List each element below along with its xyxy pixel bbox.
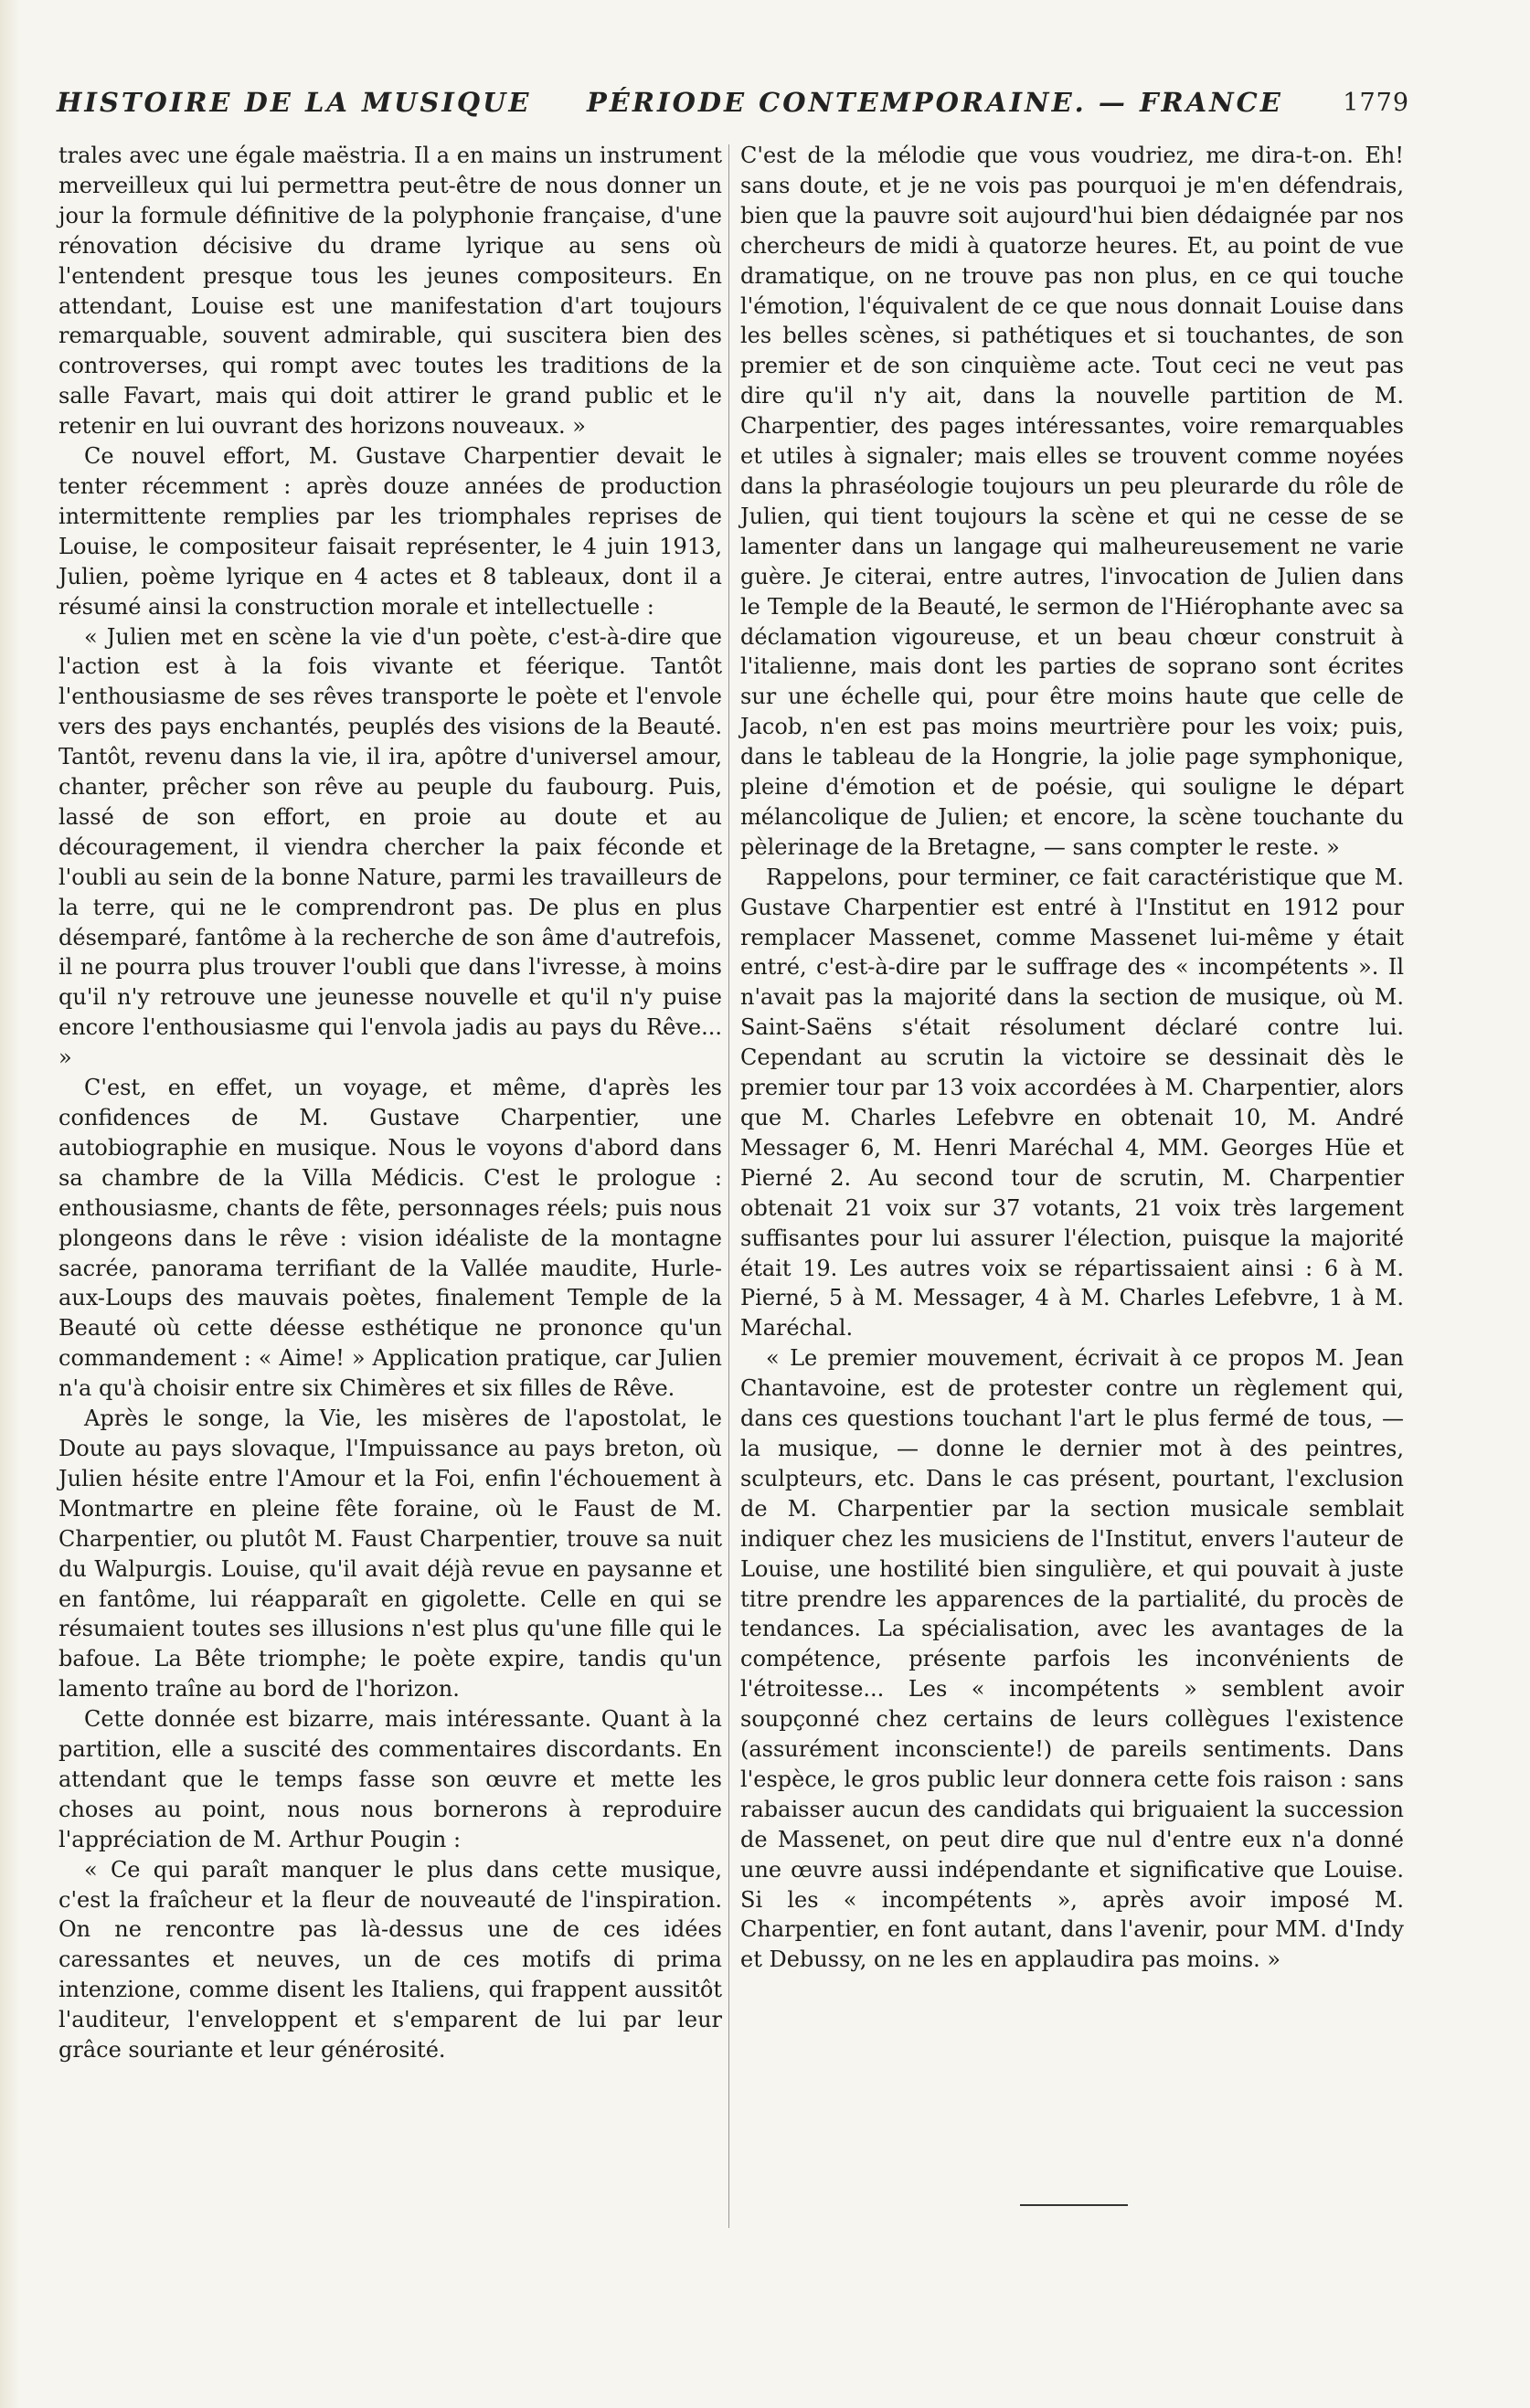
- paragraph: Rappelons, pour terminer, ce fait caractéristique que M. Gustave Charpentier est entré à l'Institut en 1912 pour remplacer Massenet, comme Massenet lui-même y était entré, c'est-à-dire par le suffrage des « incompétents ». Il n'avait pas la majorité dans la section de musique, où M. Saint-Saëns s'était résolument déclaré contre lui. Cependant au scrutin la victoire se dessinait dès le premier tour par 13 voix accordées à M. Charpentier, alors que M. Charles Lefebvre en obtenait 10, M. André Messager 6, M. Henri Maréchal 4, MM. Georges Hüe et Pierné 2. Au second tour de scrutin, M. Charpentier obtenait 21 voix sur 37 votants, 21 voix très largement suffisantes pour lui assurer l'élection, puisque la majorité était 19. Les autres voix se répartissaient ainsi : 6 à M. Pierné, 5 à M. Messager, 4 à M. Charles Lefebvre, 1 à M. Maréchal.: [740, 864, 1404, 1342]
- paragraph: « Ce qui paraît manquer le plus dans cette musique, c'est la fraîcheur et la fleur de nouveauté de l'inspiration. On ne rencontre pas là-dessus une de ces idées caressantes et neuves, un de ces motifs di prima intenzione, comme disent les Italiens, qui frappent aussitôt l'auditeur, l'enveloppent et s'emparent de lui par leur grâce souriante et leur générosité.: [58, 1856, 722, 2063]
- paragraph: Après le songe, la Vie, les misères de l'apostolat, le Doute au pays slovaque, l'Impuissance au pays breton, où Julien hésite entre l'Amour et la Foi, enfin l'échouement à Montmartre en pleine fête foraine, où le Faust de M. Charpentier, ou plutôt M. Faust Charpentier, trouve sa nuit du Walpurgis. Louise, qu'il avait déjà revue en paysanne et en fantôme, lui réapparaît en gigolette. Celle en qui se résumaient toutes ses illusions n'est plus qu'une fille qui le bafoue. La Bête triomphe; le poète expire, tandis qu'un lamento traîne au bord de l'horizon.: [58, 1406, 722, 1703]
- paragraph: trales avec une égale maëstria. Il a en mains un instrument merveilleux qui lui permettra peut-être de nous donner un jour la formule définitive de la polyphonie française, d'une rénovation décisive du drame lyrique au sens où l'entendent presque tous les jeunes compositeurs. En attendant, Louise est une manifestation d'art toujours remarquable, souvent admirable, qui suscitera bien des controverses, qui rompt avec toutes les traditions de la salle Favart, mais qui doit attirer le grand public et le retenir en lui ouvrant des horizons nouveaux. »: [58, 143, 722, 440]
- right-column: [740, 141, 1404, 1975]
- page-number: 1779: [1343, 89, 1409, 117]
- section-end-rule: [1020, 2204, 1128, 2206]
- paragraph: C'est de la mélodie que vous voudriez, me dira-t-on. Eh! sans doute, et je ne vois pas pourquoi je m'en défendrais, bien que la pauvre soit aujourd'hui bien dédaignée par nos chercheurs de midi à quatorze heures. Et, au point de vue dramatique, on ne trouve pas non plus, en ce qui touche l'émotion, l'équivalent de ce que nous donnait Louise dans les belles scènes, si pathétiques et si touchantes, de son premier et de son cinquième acte. Tout ceci ne veut pas dire qu'il n'y ait, dans la nouvelle partition de M. Charpentier, des pages intéressantes, voire remarquables et utiles à signaler; mais elles se trouvent comme noyées dans la phraséologie toujours un peu pleurarde du rôle de Julien, qui tient toujours la scène et qui ne cesse de se lamenter dans un langage qui malheureusement ne varie guère. Je citerai, entre autres, l'invocation de Julien dans le Temple de la Beauté, le sermon de l'Hiérophante avec sa déclamation vigoureuse, et un beau chœur construit à l'italienne, mais dont les parties de soprano sont écrites sur une échelle qui, pour être moins haute que celle de Jacob, n'en est pas moins meurtrière pour les voix; puis, dans le tableau de la Hongrie, la jolie page symphonique, pleine d'émotion et de poésie, qui souligne le départ mélancolique de Julien; et encore, la scène touchante du pèlerinage de la Bretagne, — sans compter le reste. »: [740, 143, 1404, 860]
- left-column: [58, 141, 722, 2065]
- running-head-section: PÉRIODE CONTEMPORAINE. — FRANCE: [587, 87, 1283, 118]
- paragraph: « Le premier mouvement, écrivait à ce propos M. Jean Chantavoine, est de protester contre un règlement qui, dans ces questions touchant l'art le plus fermé de tous, — la musique, — donne le dernier mot à des peintres, sculpteurs, etc. Dans le cas présent, pourtant, l'exclusion de M. Charpentier par la section musicale semblait indiquer chez les musiciens de l'Institut, envers l'auteur de Louise, une hostilité bien singulière, et qui pouvait à juste titre prendre les apparences de la partialité, du procès de tendances. La spécialisation, avec les avantages de la compétence, présente parfois les inconvénients de l'étroitesse... Les « incompétents » semblent avoir soupçonné chez certains de leurs collègues l'existence (assurément inconsciente!) de pareils sentiments. Dans l'espèce, le gros public leur donnera cette fois raison : sans rabaisser aucun des candidats qui briguaient la succession de Massenet, on peut dire que nul d'entre eux n'a donné une œuvre aussi indépendante et significative que Louise. Si les « incompétents », après avoir imposé M. Charpentier, en font autant, dans l'avenir, pour MM. d'Indy et Debussy, on ne les en applaudira pas moins. »: [740, 1345, 1404, 1973]
- paragraph: Cette donnée est bizarre, mais intéressante. Quant à la partition, elle a suscité des commentaires discordants. En attendant que le temps fasse son œuvre et mette les choses au point, nous nous bornerons à reproduire l'appréciation de M. Arthur Pougin :: [58, 1706, 722, 1852]
- running-head: [57, 87, 1409, 127]
- paragraph: Ce nouvel effort, M. Gustave Charpentier devait le tenter récemment : après douze années de production intermittente remplies par les triomphales reprises de Louise, le compositeur faisait représenter, le 4 juin 1913, Julien, poème lyrique en 4 actes et 8 tableaux, dont il a résumé ainsi la construction morale et intellectuelle :: [58, 443, 722, 620]
- running-head-title: HISTOIRE DE LA MUSIQUE: [57, 87, 532, 118]
- column-divider: [728, 144, 729, 2228]
- paragraph: C'est, en effet, un voyage, et même, d'après les confidences de M. Gustave Charpentier, une autobiographie en musique. Nous le voyons d'abord dans sa chambre de la Villa Médicis. C'est le prologue : enthousiasme, chants de fête, personnages réels; puis nous plongeons dans le rêve : vision idéaliste de la montagne sacrée, panorama terrifiant de la Vallée maudite, Hurle-aux-Loups des mauvais poètes, finalement Temple de la Beauté où cette déesse esthétique ne prononce qu'un commandement : « Aime! » Application pratique, car Julien n'a qu'à choisir entre six Chimères et six filles de Rêve.: [58, 1075, 722, 1402]
- paragraph: « Julien met en scène la vie d'un poète, c'est-à-dire que l'action est à la fois vivante et féerique. Tantôt l'enthousiasme de ses rêves transporte le poète et l'envole vers des pays enchantés, peuplés des visions de la Beauté. Tantôt, revenu dans la vie, il ira, apôtre d'universel amour, chanter, prêcher son rêve au peuple du faubourg. Puis, lassé de son effort, en proie au doute et au découragement, il viendra chercher la paix féconde et l'oubli au sein de la bonne Nature, parmi les travailleurs de la terre, qui ne le comprendront pas. De plus en plus désemparé, fantôme à la recherche de son âme d'autrefois, il ne pourra plus trouver l'oubli que dans l'ivresse, à moins qu'il n'y retrouve une jeunesse nouvelle et qu'il n'y puise encore l'enthousiasme qui l'envola jadis au pays du Rêve... »: [58, 623, 722, 1071]
- page-edge: [0, 0, 20, 2408]
